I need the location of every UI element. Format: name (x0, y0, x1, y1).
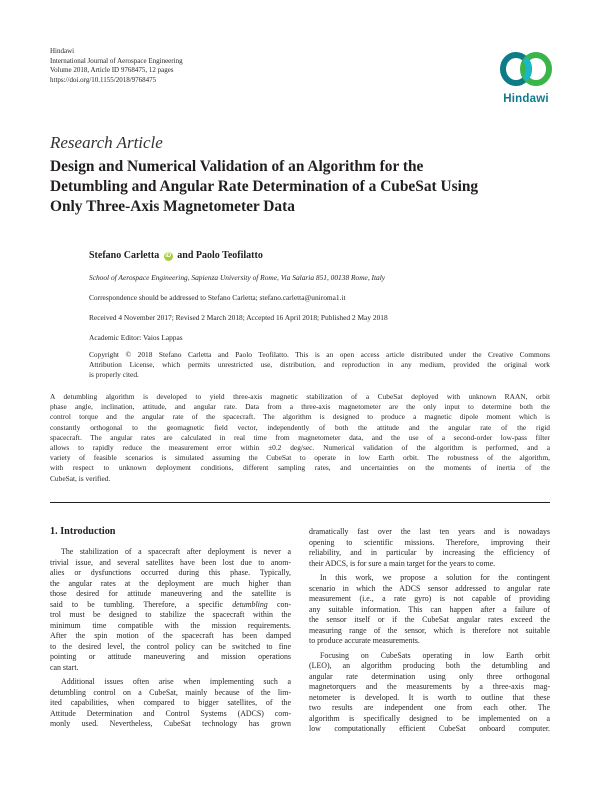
text-line: The stabilization of a spacecraft after deployment is never a (61, 547, 291, 556)
author-name[interactable]: Stefano Carletta (89, 250, 160, 261)
abstract-line: control torque and the angular rate of the spacecraft. The algorithm is designed to produce a magnetic dipole moment which is (50, 412, 550, 422)
paragraph (50, 677, 291, 730)
text-line: any suitable information. This can happen after a failure of (309, 604, 550, 614)
publication-dates: Received 4 November 2017; Revised 2 March 2018; Accepted 16 April 2018; Published 2 May 2018 (89, 313, 388, 322)
journal-name: International Journal of Aerospace Engineering (50, 56, 183, 65)
abstract-line: phase angle, inclination, attitude, and angular rate. Data from a three-axis magnetometer are the only input to determine both the (50, 402, 550, 412)
academic-editor: Academic Editor: Vaios Lappas (89, 333, 183, 342)
text-line: can start. (50, 662, 79, 672)
orcid-icon[interactable]: iD (165, 253, 172, 259)
abstract-line: CubeSat, is verified. (50, 473, 111, 483)
paragraph (309, 573, 550, 647)
title-line: Detumbling and Angular Rate Determination of a CubeSat Using (50, 178, 479, 195)
paragraph (50, 547, 291, 673)
left-column (50, 527, 291, 730)
text-line: alies or dysfunctions occurred during this phase. Typically, (50, 568, 291, 577)
copyright-line: Attribution License, which permits unrestricted use, distribution, and reproduction in any medium, provided the original work (89, 360, 550, 370)
text-line: reliability, and in particular by increasing the efficiency of (309, 548, 550, 557)
abstract-line: variety of feasible scenarios is simulated assuming the CubeSat to operate in low Earth orbit. The robustness of the algorithm, (50, 453, 550, 463)
text-line: the angular rates at the deployment are much higher than (50, 578, 291, 588)
paragraph (309, 651, 550, 735)
text-line: Focusing on CubeSats operating in low Earth orbit (320, 650, 550, 660)
text-line: those desired for attitude maneuvering and the satellite is (50, 589, 291, 598)
hindawi-logo-text: Hindawi (503, 93, 549, 105)
text-line: In this work, we propose a solution for the contingent (320, 573, 550, 582)
copyright-line: is properly cited. (89, 370, 139, 380)
text-line: pointing or attitude maneuvering and mission operations (50, 652, 291, 661)
text-line: detumbling control on a CubeSat, mainly because of the lim- (50, 687, 291, 697)
text-line: After the spin motion of the spacecraft has been damped (50, 631, 291, 640)
text-line: netometer is developed. It is worth to outline that these (309, 692, 550, 702)
text-line: opening to scientific missions. Therefore, improving their (309, 537, 550, 547)
text-line: angular rate determination using only three orthogonal (309, 671, 550, 681)
text-line: minimum time compatible with the mission requirements. (50, 620, 291, 630)
affiliation: School of Aerospace Engineering, Sapienza University of Rome, Via Salaria 851, 00138 Rome, Italy (89, 273, 386, 282)
abstract-line: constantly orthogonal to the geomagnetic field vector, independently of both the attitude and the angular rate of the rigid (50, 422, 550, 432)
copyright-line: Copyright © 2018 Stefano Carletta and Paolo Teofilatto. This is an open access article distributed under the Creative Commons (89, 350, 550, 359)
text-line: monly used. Nevertheless, CubeSat technology has grown (50, 719, 291, 728)
text-line: measurement (i.e., a rate gyro) is not capable of providing (309, 594, 550, 603)
journal-header (50, 47, 183, 85)
text-line: measuring range of the sensor, which is therefore not suitable (309, 625, 550, 635)
article-type: Research Article (50, 133, 163, 152)
text-line: (LEO), an algorithm producing both the detumbling and (309, 661, 550, 670)
text-line: to the desired level, the control policy can be switched to fine (50, 641, 291, 651)
abstract (50, 392, 550, 484)
abstract-line: A detumbling algorithm is developed to yield three-axis magnetic stabilization of a CubeSat deployed with unknown RAAN, orbit (50, 392, 550, 401)
section-heading: 1. Introduction (50, 526, 116, 537)
title-line: Only Three-Axis Magnetometer Data (50, 198, 295, 215)
italic-term: detumbling (232, 599, 268, 609)
text-line: trivial issue, and several satellites have been lost due to anom- (50, 557, 291, 567)
abstract-line: spacecraft. The angular rates are calculated in real time from magnetometer data, and the use of a second-order low-pass filter (50, 432, 550, 442)
title-line: Design and Numerical Validation of an Algorithm for the (50, 158, 424, 175)
doi-link[interactable]: https://doi.org/10.1155/2018/9768475 (50, 75, 157, 84)
text-line: the sensor itself or if the CubeSat angular rates exceed the (309, 615, 550, 624)
section-divider (50, 502, 550, 503)
text-line: trol must be designed to stabilize the spacecraft within the (50, 610, 291, 619)
author-list (89, 250, 263, 261)
text-span: said to be tumbling. Therefore, a specific (50, 599, 223, 609)
text-line (50, 600, 291, 611)
text-span: con- (276, 599, 291, 609)
hindawi-logo-icon (497, 50, 555, 88)
text-line: scenario in which the ADCS sensor addressed to angular rate (309, 583, 550, 593)
text-line: two results are independent one from each other. The (309, 703, 550, 712)
text-line: to produce accurate measurements. (309, 636, 420, 645)
paragraph (309, 527, 550, 569)
text-line: algorithm is specifically designed to be implemented on a (309, 713, 550, 723)
hindawi-logo (495, 50, 557, 105)
copyright-notice (89, 350, 550, 381)
text-line: Attitude Determination and Control Systems (ADCS) com- (50, 708, 291, 718)
author-name: and Paolo Teofilatto (177, 250, 263, 261)
correspondence: Correspondence should be addressed to Stefano Carletta; stefano.carletta@uniroma1.it (89, 293, 346, 302)
abstract-line: allows to rapidly reduce the measurement error within ±0.2 deg/sec. Numerical validation of the algorithm is performed, and a (50, 442, 550, 452)
right-column (309, 527, 550, 735)
text-line: their ADCS, is for sure a main target for the years to come. (309, 558, 496, 568)
text-line: dramatically fast over the last ten years and is nowadays (309, 527, 550, 536)
abstract-line: with respect to unknown deployment conditions, different sampling rates, and uncertainties on the moments of inertia of the (50, 463, 550, 473)
text-line: Additional issues often arise when implementing such a (61, 677, 291, 686)
text-line: magnetorquers and the measurements by a three-axis mag- (309, 682, 550, 691)
text-line: ited capabilities, when compared to bigger satellites, of the (50, 698, 291, 707)
volume-info: Volume 2018, Article ID 9768475, 12 pages (50, 66, 174, 74)
article-title (50, 157, 550, 217)
publisher-name: Hindawi (50, 47, 75, 55)
text-line: low computationally efficient CubeSat onboard computer. (309, 724, 550, 733)
